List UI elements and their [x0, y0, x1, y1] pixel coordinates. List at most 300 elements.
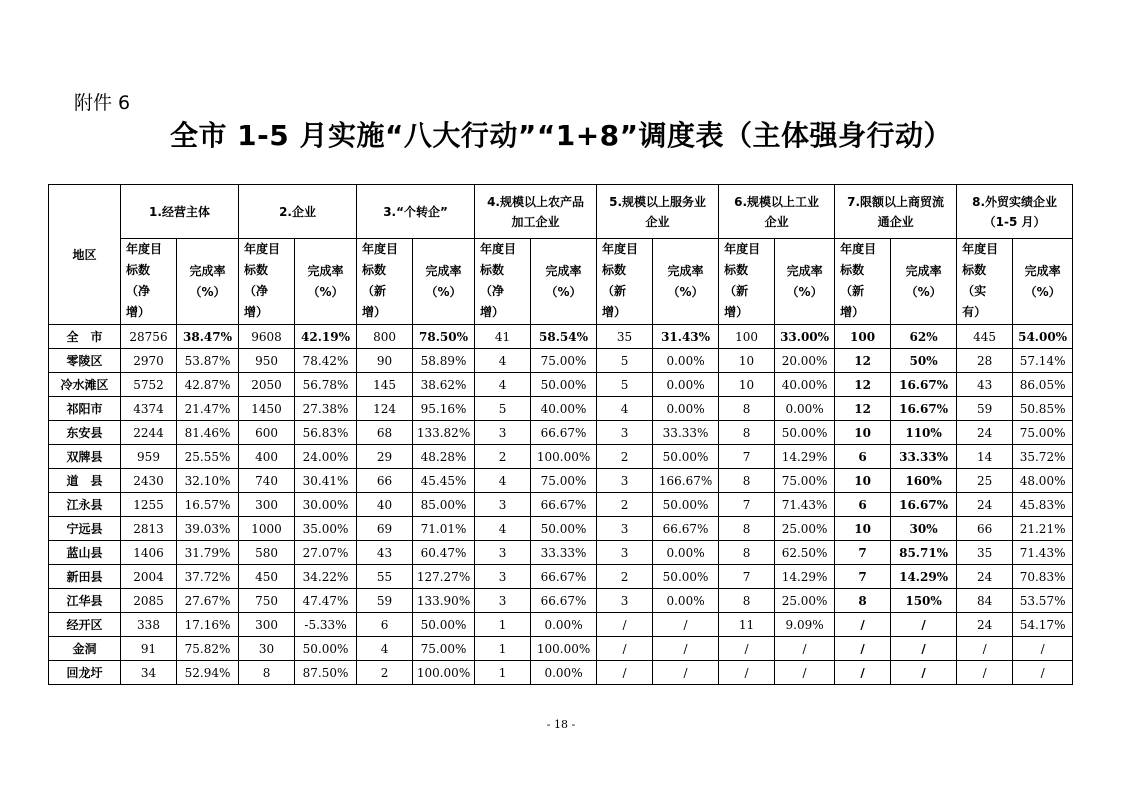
rate-cell: 60.47%	[413, 541, 475, 565]
rate-cell: /	[891, 637, 957, 661]
target-cell: 4	[475, 517, 531, 541]
rate-header	[177, 239, 239, 325]
rate-cell: 81.46%	[177, 421, 239, 445]
rate-cell: 27.38%	[295, 397, 357, 421]
target-cell: 9608	[239, 325, 295, 349]
target-header-line: 标数	[602, 263, 627, 277]
target-cell: 300	[239, 493, 295, 517]
rate-cell: 75.00%	[531, 469, 597, 493]
rate-cell: 66.67%	[653, 517, 719, 541]
target-cell: 35	[957, 541, 1013, 565]
region-cell: 新田县	[49, 565, 121, 589]
target-header-line: 增）	[244, 305, 269, 319]
target-cell: 3	[597, 421, 653, 445]
target-cell: 800	[357, 325, 413, 349]
rate-header-line: （%）	[307, 284, 344, 299]
rate-cell: 75.00%	[413, 637, 475, 661]
group-header-line: 5.规模以上服务业	[609, 194, 707, 209]
rate-cell: 47.47%	[295, 589, 357, 613]
rate-header-line: 完成率	[905, 263, 942, 278]
target-cell: 8	[835, 589, 891, 613]
rate-cell: 71.01%	[413, 517, 475, 541]
target-cell: 3	[597, 469, 653, 493]
target-cell: 8	[719, 517, 775, 541]
target-cell: 8	[719, 469, 775, 493]
target-cell: /	[597, 661, 653, 685]
target-cell: 24	[957, 613, 1013, 637]
target-cell: 100	[835, 325, 891, 349]
rate-cell: 27.07%	[295, 541, 357, 565]
rate-header	[891, 239, 957, 325]
group-header-row	[49, 185, 1073, 239]
target-header-line: 年度目	[602, 242, 639, 256]
target-header-line: 增）	[480, 305, 505, 319]
group-header-line: （1-5 月）	[983, 214, 1046, 229]
rate-cell: 38.62%	[413, 373, 475, 397]
target-cell: 2430	[121, 469, 177, 493]
target-cell: 4	[475, 349, 531, 373]
group-header	[957, 185, 1073, 239]
rate-cell: 14.29%	[775, 565, 835, 589]
target-cell: 124	[357, 397, 413, 421]
group-header	[475, 185, 597, 239]
target-cell: 2	[597, 493, 653, 517]
rate-cell: /	[1013, 661, 1073, 685]
target-cell: 7	[719, 565, 775, 589]
rate-cell: 53.57%	[1013, 589, 1073, 613]
target-cell: 4	[475, 373, 531, 397]
target-header-line: （净	[244, 284, 269, 298]
target-cell: 2	[597, 445, 653, 469]
target-cell: 100	[719, 325, 775, 349]
target-header-line: 标数	[724, 263, 749, 277]
rate-cell: 34.22%	[295, 565, 357, 589]
rate-cell: 33.33%	[653, 421, 719, 445]
target-cell: 2970	[121, 349, 177, 373]
region-header: 地区	[49, 185, 121, 325]
rate-cell: 58.89%	[413, 349, 475, 373]
rate-cell: 50%	[891, 349, 957, 373]
rate-cell: 0.00%	[653, 589, 719, 613]
rate-cell: 25.00%	[775, 517, 835, 541]
group-header	[121, 185, 239, 239]
target-cell: 7	[835, 565, 891, 589]
group-header-line: 加工企业	[511, 214, 560, 229]
target-cell: 66	[357, 469, 413, 493]
region-cell: 江华县	[49, 589, 121, 613]
table-row	[49, 421, 1073, 445]
rate-cell: 0.00%	[653, 541, 719, 565]
page-title: 全市 1-5 月实施“八大行动”“1+8”调度表（主体强身行动）	[169, 119, 953, 152]
group-header-line: 4.规模以上农产品	[487, 194, 584, 209]
table-body	[49, 325, 1073, 685]
rate-cell: 50.00%	[531, 373, 597, 397]
table-row	[49, 589, 1073, 613]
target-cell: 12	[835, 373, 891, 397]
target-cell: 2244	[121, 421, 177, 445]
target-cell: 1406	[121, 541, 177, 565]
rate-cell: 71.43%	[1013, 541, 1073, 565]
target-cell: 3	[597, 517, 653, 541]
table-row	[49, 349, 1073, 373]
target-cell: 400	[239, 445, 295, 469]
schedule-table	[48, 184, 1073, 685]
target-cell: 43	[357, 541, 413, 565]
group-header	[239, 185, 357, 239]
target-header-line: 标数	[962, 263, 987, 277]
target-cell: 3	[597, 589, 653, 613]
rate-cell: 30.00%	[295, 493, 357, 517]
target-cell: 3	[475, 541, 531, 565]
rate-cell: 56.78%	[295, 373, 357, 397]
rate-cell: 25.55%	[177, 445, 239, 469]
target-cell: 8	[719, 541, 775, 565]
rate-cell: 16.67%	[891, 373, 957, 397]
table-row	[49, 325, 1073, 349]
target-cell: 750	[239, 589, 295, 613]
rate-cell: 32.10%	[177, 469, 239, 493]
target-cell: /	[597, 613, 653, 637]
target-header	[239, 239, 295, 325]
group-header	[597, 185, 719, 239]
rate-header	[1013, 239, 1073, 325]
target-cell: /	[957, 637, 1013, 661]
target-header	[475, 239, 531, 325]
target-cell: 28756	[121, 325, 177, 349]
group-header-line: 通企业	[877, 214, 914, 229]
rate-cell: 75.82%	[177, 637, 239, 661]
rate-cell: /	[775, 661, 835, 685]
target-cell: 338	[121, 613, 177, 637]
group-header	[719, 185, 835, 239]
rate-cell: 31.79%	[177, 541, 239, 565]
target-cell: 2085	[121, 589, 177, 613]
table-row	[49, 517, 1073, 541]
rate-cell: 50.00%	[653, 565, 719, 589]
rate-cell: 87.50%	[295, 661, 357, 685]
target-header-line: 增）	[362, 305, 387, 319]
table-row	[49, 541, 1073, 565]
target-cell: 2050	[239, 373, 295, 397]
target-cell: 300	[239, 613, 295, 637]
target-cell: 580	[239, 541, 295, 565]
rate-cell: 57.14%	[1013, 349, 1073, 373]
rate-cell: 0.00%	[531, 613, 597, 637]
target-header-line: 增）	[724, 305, 749, 319]
target-cell: 90	[357, 349, 413, 373]
target-header-line: 增）	[602, 305, 627, 319]
rate-cell: 33.33%	[891, 445, 957, 469]
rate-cell: 66.67%	[531, 589, 597, 613]
region-cell: 全 市	[49, 325, 121, 349]
rate-cell: /	[653, 613, 719, 637]
rate-header-line: （%）	[189, 284, 226, 299]
rate-cell: 53.87%	[177, 349, 239, 373]
group-header-line: 3.“个转企”	[383, 204, 448, 219]
target-cell: 2	[475, 445, 531, 469]
rate-cell: 70.83%	[1013, 565, 1073, 589]
target-cell: 14	[957, 445, 1013, 469]
target-header-line: 年度目	[126, 242, 163, 256]
rate-cell: 17.16%	[177, 613, 239, 637]
target-cell: 4	[475, 469, 531, 493]
rate-cell: 0.00%	[775, 397, 835, 421]
target-cell: 10	[719, 373, 775, 397]
target-cell: 3	[475, 589, 531, 613]
target-cell: 7	[719, 445, 775, 469]
rate-cell: 39.03%	[177, 517, 239, 541]
table-row	[49, 445, 1073, 469]
target-header-line: 年度目	[362, 242, 399, 256]
target-cell: 8	[239, 661, 295, 685]
rate-header-line: （%）	[1024, 284, 1061, 299]
target-cell: 24	[957, 565, 1013, 589]
target-cell: 7	[835, 541, 891, 565]
target-cell: 8	[719, 589, 775, 613]
rate-cell: 0.00%	[653, 397, 719, 421]
table-row	[49, 637, 1073, 661]
rate-cell: 30%	[891, 517, 957, 541]
region-cell: 道 县	[49, 469, 121, 493]
table-row	[49, 613, 1073, 637]
rate-cell: 14.29%	[891, 565, 957, 589]
target-header	[597, 239, 653, 325]
target-cell: /	[957, 661, 1013, 685]
rate-cell: 85.71%	[891, 541, 957, 565]
target-header-line: 年度目	[962, 242, 999, 256]
rate-cell: 35.00%	[295, 517, 357, 541]
rate-cell: 66.67%	[531, 493, 597, 517]
target-cell: 4	[597, 397, 653, 421]
table-row	[49, 373, 1073, 397]
rate-cell: 133.82%	[413, 421, 475, 445]
region-cell: 祁阳市	[49, 397, 121, 421]
target-header-line: 标数	[840, 263, 865, 277]
target-cell: 600	[239, 421, 295, 445]
rate-cell: 95.16%	[413, 397, 475, 421]
target-cell: 24	[957, 493, 1013, 517]
target-header-line: 有）	[962, 305, 987, 319]
group-header-line: 企业	[645, 214, 670, 229]
group-header-line: 企业	[764, 214, 789, 229]
rate-cell: 100.00%	[413, 661, 475, 685]
target-cell: 1	[475, 613, 531, 637]
target-header-line: 年度目	[840, 242, 877, 256]
rate-cell: 50.00%	[413, 613, 475, 637]
rate-cell: 33.00%	[775, 325, 835, 349]
rate-cell: 50.00%	[531, 517, 597, 541]
target-cell: 6	[835, 493, 891, 517]
rate-header-line: （%）	[667, 284, 704, 299]
group-header-line: 6.规模以上工业	[734, 194, 820, 209]
target-cell: 84	[957, 589, 1013, 613]
target-cell: 59	[357, 589, 413, 613]
target-header-line: 年度目	[480, 242, 517, 256]
target-cell: 145	[357, 373, 413, 397]
rate-cell: 50.00%	[295, 637, 357, 661]
target-cell: 55	[357, 565, 413, 589]
rate-cell: 31.43%	[653, 325, 719, 349]
target-cell: 950	[239, 349, 295, 373]
rate-cell: /	[653, 637, 719, 661]
rate-header-line: （%）	[905, 284, 942, 299]
target-cell: /	[835, 613, 891, 637]
rate-cell: 58.54%	[531, 325, 597, 349]
target-cell: 2	[597, 565, 653, 589]
table-row	[49, 661, 1073, 685]
rate-header-line: 完成率	[1024, 263, 1061, 278]
rate-cell: 0.00%	[653, 349, 719, 373]
rate-cell: 16.67%	[891, 493, 957, 517]
target-cell: 959	[121, 445, 177, 469]
target-header	[719, 239, 775, 325]
rate-cell: 71.43%	[775, 493, 835, 517]
table-row	[49, 565, 1073, 589]
target-header-line: （新	[602, 284, 627, 298]
target-header	[835, 239, 891, 325]
rate-header	[531, 239, 597, 325]
region-cell: 金洞	[49, 637, 121, 661]
rate-cell: 66.67%	[531, 421, 597, 445]
target-cell: 59	[957, 397, 1013, 421]
target-cell: 34	[121, 661, 177, 685]
target-cell: /	[719, 637, 775, 661]
target-header-line: 年度目	[724, 242, 761, 256]
target-cell: 1450	[239, 397, 295, 421]
rate-cell: /	[775, 637, 835, 661]
region-cell: 冷水滩区	[49, 373, 121, 397]
target-header-line: （净	[480, 284, 505, 298]
target-header-line: （新	[362, 284, 387, 298]
rate-header-line: （%）	[545, 284, 582, 299]
page-number: - 18 -	[546, 718, 576, 731]
target-cell: 2	[357, 661, 413, 685]
target-cell: /	[835, 661, 891, 685]
rate-cell: 16.57%	[177, 493, 239, 517]
rate-cell: 25.00%	[775, 589, 835, 613]
rate-cell: /	[653, 661, 719, 685]
target-cell: 41	[475, 325, 531, 349]
target-cell: 28	[957, 349, 1013, 373]
target-cell: 1000	[239, 517, 295, 541]
rate-cell: 21.47%	[177, 397, 239, 421]
target-cell: 10	[835, 469, 891, 493]
rate-cell: 45.45%	[413, 469, 475, 493]
rate-cell: 166.67%	[653, 469, 719, 493]
rate-cell: 50.85%	[1013, 397, 1073, 421]
rate-cell: 33.33%	[531, 541, 597, 565]
rate-cell: 30.41%	[295, 469, 357, 493]
attachment-label: 附件 6	[74, 92, 131, 114]
rate-cell: 62%	[891, 325, 957, 349]
rate-cell: 27.67%	[177, 589, 239, 613]
region-cell: 宁远县	[49, 517, 121, 541]
rate-cell: 48.00%	[1013, 469, 1073, 493]
rate-cell: 86.05%	[1013, 373, 1073, 397]
rate-header-line: 完成率	[667, 263, 704, 278]
table-row	[49, 493, 1073, 517]
target-header-line: （实	[962, 284, 987, 298]
target-cell: 6	[357, 613, 413, 637]
target-cell: 3	[475, 493, 531, 517]
region-cell: 双牌县	[49, 445, 121, 469]
target-header-line: 标数	[126, 263, 151, 277]
rate-cell: 50.00%	[653, 445, 719, 469]
target-header-line: 标数	[480, 263, 505, 277]
target-header-line: （新	[724, 284, 749, 298]
target-cell: 11	[719, 613, 775, 637]
region-cell: 零陵区	[49, 349, 121, 373]
rate-cell: 42.19%	[295, 325, 357, 349]
rate-cell: 48.28%	[413, 445, 475, 469]
region-cell: 东安县	[49, 421, 121, 445]
target-cell: 445	[957, 325, 1013, 349]
table-row	[49, 397, 1073, 421]
group-header	[357, 185, 475, 239]
rate-cell: 35.72%	[1013, 445, 1073, 469]
target-cell: 5	[475, 397, 531, 421]
target-cell: 5752	[121, 373, 177, 397]
rate-cell: 56.83%	[295, 421, 357, 445]
region-cell: 蓝山县	[49, 541, 121, 565]
rate-cell: 50.00%	[775, 421, 835, 445]
target-cell: 66	[957, 517, 1013, 541]
target-cell: 12	[835, 349, 891, 373]
rate-cell: 75.00%	[1013, 421, 1073, 445]
rate-header	[295, 239, 357, 325]
target-cell: 29	[357, 445, 413, 469]
target-cell: 6	[835, 445, 891, 469]
target-cell: 10	[835, 517, 891, 541]
target-header-line: 年度目	[244, 242, 281, 256]
target-header	[957, 239, 1013, 325]
target-cell: 4	[357, 637, 413, 661]
rate-cell: 40.00%	[531, 397, 597, 421]
rate-cell: 78.42%	[295, 349, 357, 373]
rate-cell: /	[891, 613, 957, 637]
group-header-line: 7.限额以上商贸流	[847, 194, 945, 209]
group-header	[835, 185, 957, 239]
target-cell: 5	[597, 349, 653, 373]
rate-cell: 127.27%	[413, 565, 475, 589]
group-header-line: 8.外贸实绩企业	[972, 194, 1058, 209]
rate-cell: 75.00%	[775, 469, 835, 493]
subheader-row	[49, 239, 1073, 325]
target-cell: /	[835, 637, 891, 661]
rate-header-line: 完成率	[545, 263, 582, 278]
table-row	[49, 469, 1073, 493]
rate-header-line: 完成率	[189, 263, 226, 278]
rate-cell: 100.00%	[531, 445, 597, 469]
rate-cell: 66.67%	[531, 565, 597, 589]
target-cell: 24	[957, 421, 1013, 445]
target-cell: 40	[357, 493, 413, 517]
region-cell: 江永县	[49, 493, 121, 517]
target-header-line: 增）	[126, 305, 151, 319]
target-cell: 43	[957, 373, 1013, 397]
rate-cell: 78.50%	[413, 325, 475, 349]
target-cell: 91	[121, 637, 177, 661]
target-cell: 7	[719, 493, 775, 517]
rate-cell: 40.00%	[775, 373, 835, 397]
target-cell: 740	[239, 469, 295, 493]
rate-cell: 160%	[891, 469, 957, 493]
rate-cell: 9.09%	[775, 613, 835, 637]
region-cell: 回龙圩	[49, 661, 121, 685]
rate-cell: /	[891, 661, 957, 685]
target-cell: /	[597, 637, 653, 661]
rate-cell: 38.47%	[177, 325, 239, 349]
